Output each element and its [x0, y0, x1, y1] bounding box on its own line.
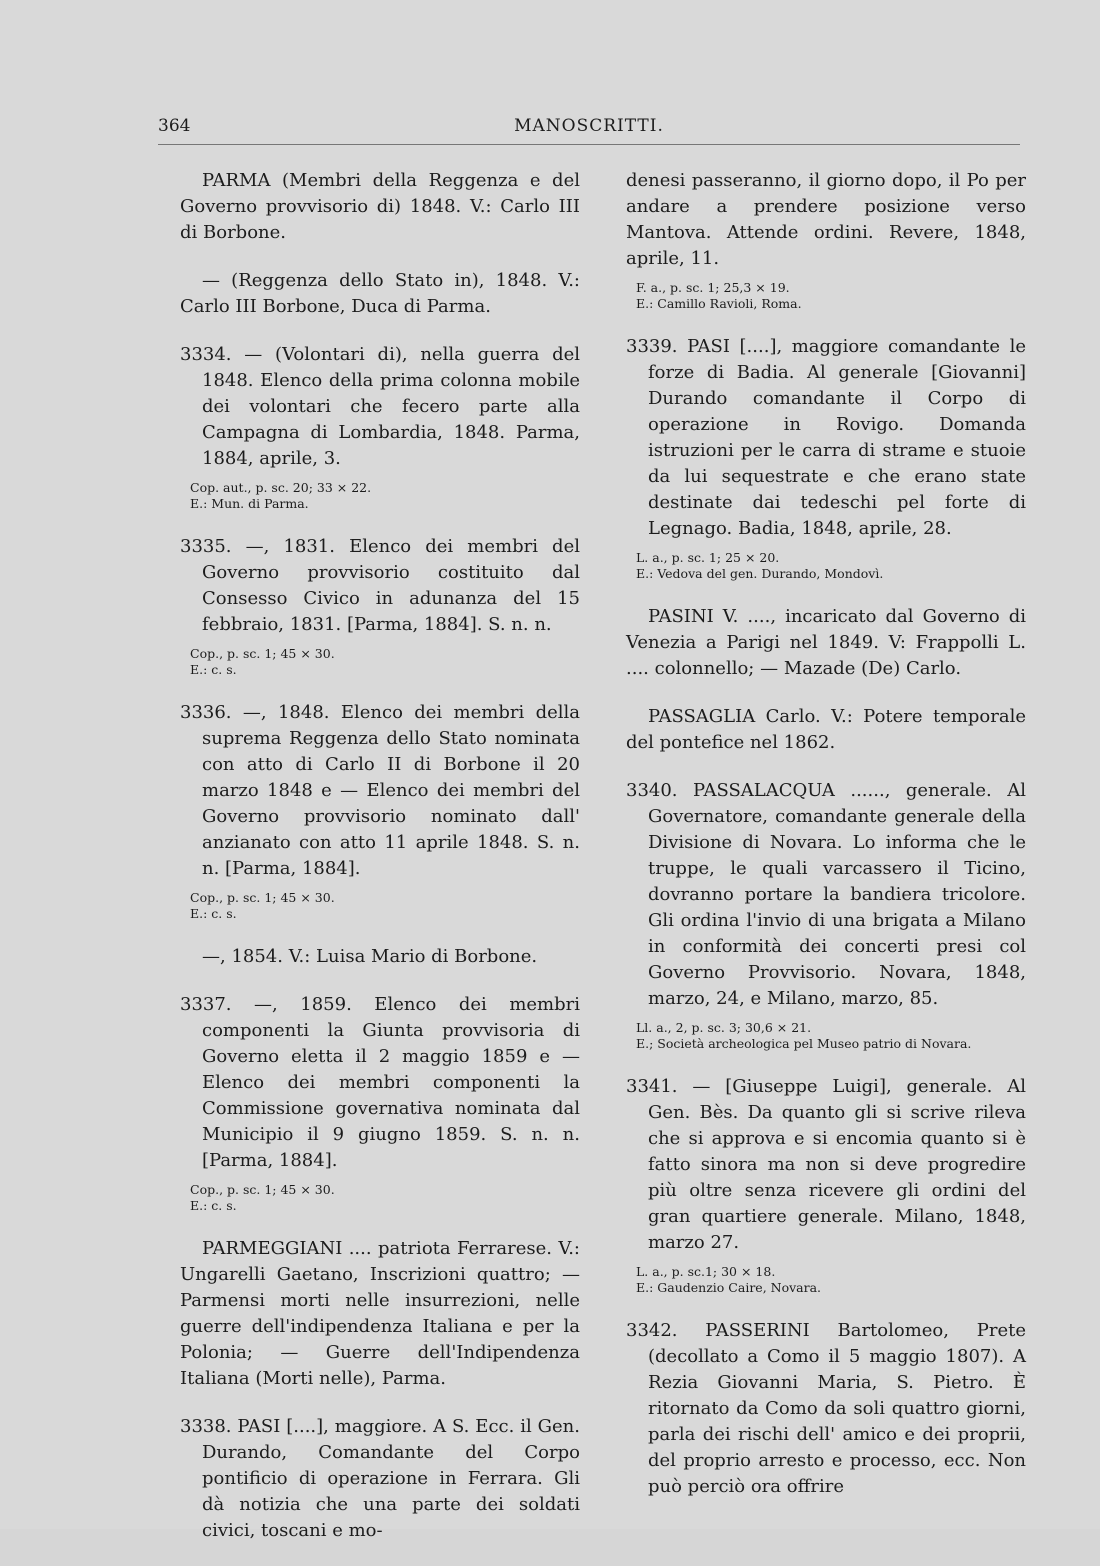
page-number: 364	[158, 116, 191, 136]
entry-3335-note: Cop., p. sc. 1; 45 × 30. E.: c. s.	[190, 646, 335, 677]
entry-3336: 3336. —, 1848. Elenco dei membri della suprema Reggenza dello Stato nominata con atto di Carlo II di Borbone il 20 marzo 1848 e — Elenco dei membri del Governo provvisorio nominato dall' anzianato con atto 11 aprile 1848. S. n. n. [Parma, 1884].	[180, 702, 580, 879]
entry-3339-note: L. a., p. sc. 1; 25 × 20. E.: Vedova del gen. Durando, Mondovì.	[636, 550, 884, 581]
entry-reggenza: — (Reggenza dello Stato in), 1848. V.: Carlo III Borbone, Duca di Parma.	[180, 270, 580, 317]
entry-3342: 3342. PASSERINI Bartolomeo, Prete (decollato a Como il 5 maggio 1807). A Rezia Giovanni Maria, S. Pietro. È ritornato da Como da soli quattro giorni, parla dei rischi dell' amico e dei proprii, del proprio arresto e processo, ecc. Non può perciò ora offrire	[626, 1320, 1026, 1497]
entry-3341: 3341. — [Giuseppe Luigi], generale. Al Gen. Bès. Da quanto gli si scrive rileva che si approva e si encomia quanto si è fatto sinora ma non si deve progredire più oltre senza ricevere gli ordini del gran quartiere generale. Milano, 1848, marzo 27.	[626, 1076, 1026, 1253]
right-column	[626, 168, 1026, 1522]
entry-parma: PARMA (Membri della Reggenza e del Governo provvisorio di) 1848. V.: Carlo III di Borbone.	[180, 170, 580, 243]
entry-3341-note: L. a., p. sc.1; 30 × 18. E.: Gaudenzio Caire, Novara.	[636, 1264, 822, 1295]
page-header	[158, 110, 1020, 145]
entry-3336-note: Cop., p. sc. 1; 45 × 30. E.: c. s.	[190, 890, 335, 921]
running-title: MANOSCRITTI.	[514, 116, 664, 136]
entry-3334: 3334. — (Volontari di), nella guerra del 1848. Elenco della prima colonna mobile dei volontari che fecero parte alla Campagna di Lombardia, 1848. Parma, 1884, aprile, 3.	[180, 344, 580, 469]
entry-3337-note: Cop., p. sc. 1; 45 × 30. E.: c. s.	[190, 1182, 335, 1213]
entry-3337: 3337. —, 1859. Elenco dei membri componenti la Giunta provvisoria di Governo eletta il 2 maggio 1859 e — Elenco dei membri componenti la Commissione governativa nominata dal Municipio il 9 giugno 1859. S. n. n. [Parma, 1884].	[180, 994, 580, 1171]
entry-3340-note: Ll. a., 2, p. sc. 3; 30,6 × 21. E.; Società archeologica pel Museo patrio di Novara.	[636, 1020, 972, 1051]
entry-1854: —, 1854. V.: Luisa Mario di Borbone.	[202, 946, 538, 967]
entry-3335: 3335. —, 1831. Elenco dei membri del Governo provvisorio costituito dal Consesso Civico in adunanza del 15 febbraio, 1831. [Parma, 1884]. S. n. n.	[180, 536, 580, 635]
entry-passaglia: PASSAGLIA Carlo. V.: Potere temporale del pontefice nel 1862.	[626, 706, 1026, 753]
left-column	[180, 168, 580, 1566]
entry-pasini: PASINI V. ...., incaricato dal Governo di Venezia a Parigi nel 1849. V: Frappolli L. .... colonnello; — Mazade (De) Carlo.	[626, 606, 1026, 679]
entry-3334-note: Cop. aut., p. sc. 20; 33 × 22. E.: Mun. di Parma.	[190, 480, 372, 511]
entry-3339: 3339. PASI [....], maggiore comandante le forze di Badia. Al generale [Giovanni] Durando comandante il Corpo di operazione in Rovigo. Domanda istruzioni per le carra di strame e stuoie da lui sequestrate e che erano state destinate dai tedeschi pel forte di Legnago. Badia, 1848, aprile, 28.	[626, 336, 1026, 539]
entry-3338-cont: denesi passeranno, il giorno dopo, il Po per andare a prendere posizione verso Mantova. Attende ordini. Revere, 1848, aprile, 11.	[626, 170, 1026, 269]
entry-3340: 3340. PASSALACQUA ......, generale. Al Governatore, comandante generale della Divisione di Novara. Lo informa che le truppe, le quali varcassero il Ticino, dovranno portare la bandiera tricolore. Gli ordina l'invio di una brigata a Milano in conformità dei concerti presi col Governo Provvisorio. Novara, 1848, marzo, 24, e Milano, marzo, 85.	[626, 780, 1026, 1009]
entry-parmeggiani: PARMEGGIANI .... patriota Ferrarese. V.: Ungarelli Gaetano, Inscrizioni quattro; — Parmensi morti nelle insurrezioni, nelle guerre dell'indipendenza Italiana e per la Polonia; — Guerre dell'Indipendenza Italiana (Morti nelle), Parma.	[180, 1238, 580, 1389]
entry-3338-note: F. a., p. sc. 1; 25,3 × 19. E.: Camillo Ravioli, Roma.	[636, 280, 802, 311]
entry-3338: 3338. PASI [....], maggiore. A S. Ecc. il Gen. Durando, Comandante del Corpo pontificio di operazione in Ferrara. Gli dà notizia che una parte dei soldati civici, toscani e mo-	[180, 1416, 580, 1541]
